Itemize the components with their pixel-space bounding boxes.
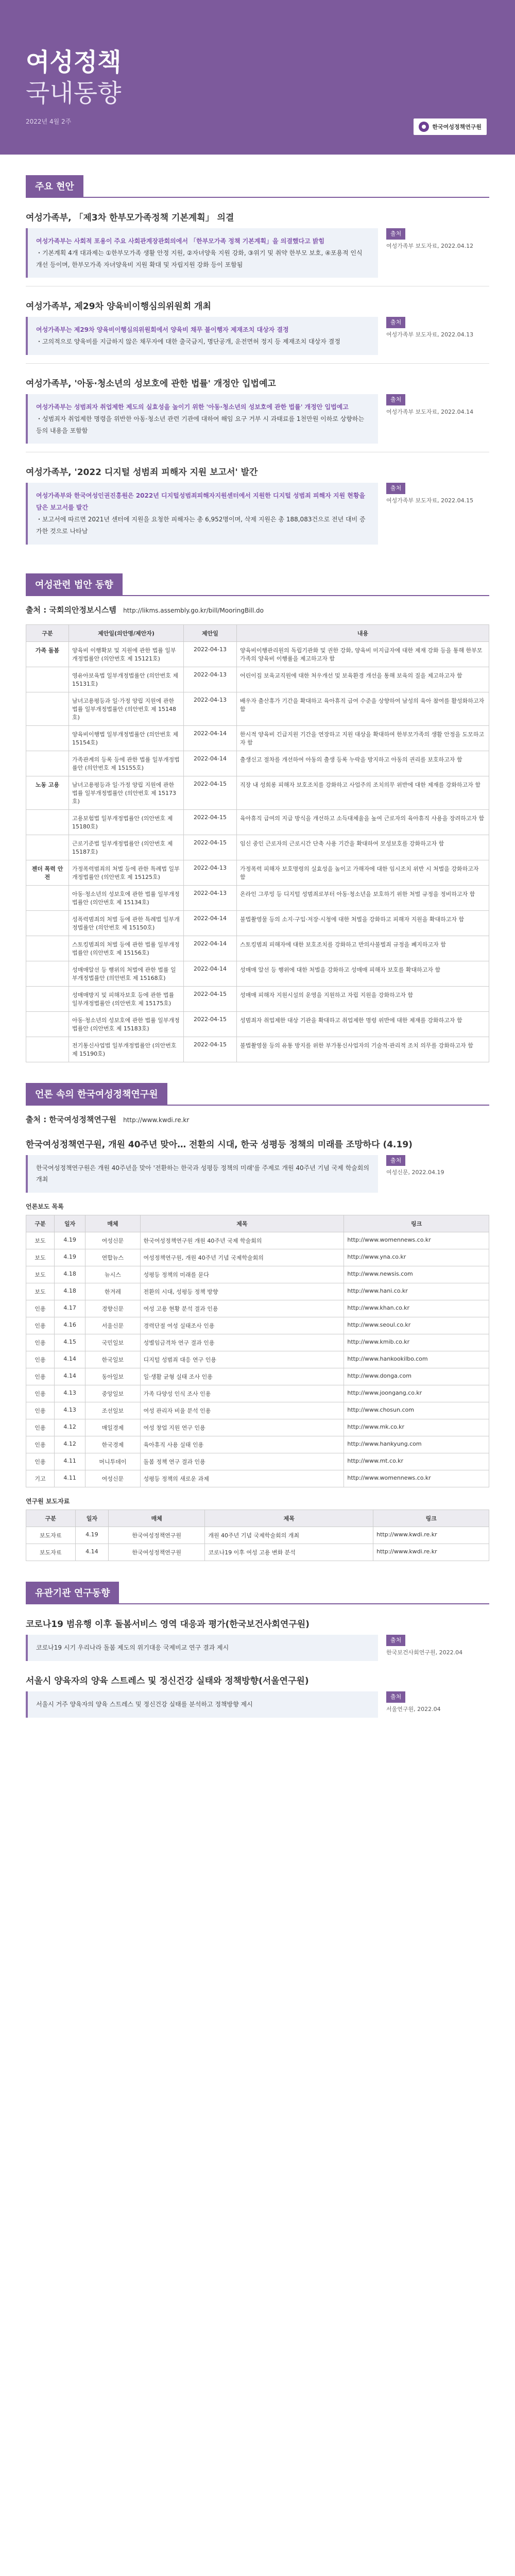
table-cell: 여성 고용 현황 분석 결과 인용 — [140, 1300, 344, 1317]
press-table-body — [26, 1232, 489, 1487]
bill-name: 근로기준법 일부개정법률안 (의안번호 제 15187호) — [69, 835, 184, 860]
bill-category — [26, 986, 69, 1011]
bills-source-prefix: 출처 : 국회의안정보시스템 — [26, 605, 116, 615]
table-header-cell: 제목 — [205, 1510, 373, 1527]
source-text: 한국보건사회연구원, 2022.04 — [386, 1649, 463, 1656]
bill-category — [26, 910, 69, 936]
research-title: 코로나19 범유행 이후 돌봄서비스 영역 대응과 평가(한국보건사회연구원) — [26, 1619, 310, 1630]
table-cell: 보도 — [26, 1283, 55, 1300]
bill-category — [26, 809, 69, 835]
issue-bullets: ・보고서에 따르면 2021년 센터에 지원을 요청한 피해자는 총 6,952명이며, 삭제 지원은 총 188,083건으로 전년 대비 증가한 것으로 나타남 — [36, 515, 366, 535]
research-source — [386, 1691, 489, 1718]
table-cell: 여성 관리자 비율 분석 인용 — [140, 1402, 344, 1419]
table-cell: 보도 — [26, 1266, 55, 1283]
table-cell: 4.19 — [55, 1232, 85, 1249]
bill-content: 성범죄자 취업제한 대상 기관을 확대하고 취업제한 명령 위반에 대한 제재를 강화하고자 함 — [237, 1011, 489, 1037]
bill-content: 육아휴직 급여의 지급 방식을 개선하고 소득대체율을 높여 근로자의 육아휴직 사용을 장려하고자 함 — [237, 809, 489, 835]
table-row — [26, 936, 489, 961]
logo-icon — [419, 122, 429, 132]
issue-bullets: ・성범죄자 취업제한 명령을 위반한 아동·청소년 관련 기관에 대하여 해임 요구 거부 시 과태료를 1천만원 이하로 상향하는 등의 내용을 포함함 — [36, 415, 365, 434]
table-cell: 한국경제 — [85, 1436, 140, 1453]
bills-source-url[interactable]: http://likms.assembly.go.kr/bill/MooringBill.do — [123, 606, 264, 614]
issue-summary — [26, 394, 378, 444]
table-header-cell: 일자 — [55, 1215, 85, 1232]
bill-date: 2022-04-14 — [184, 725, 237, 751]
bill-date: 2022-04-13 — [184, 692, 237, 725]
table-cell: 인용 — [26, 1453, 55, 1470]
issue-summary — [26, 228, 378, 278]
table-cell: 한겨레 — [85, 1283, 140, 1300]
table-cell: 4.14 — [75, 1544, 109, 1561]
table-cell: 연합뉴스 — [85, 1249, 140, 1266]
bill-name: 가정폭력범죄의 처벌 등에 관한 특례법 일부개정법률안 (의안번호 제 15125호) — [69, 860, 184, 885]
bill-content: 불법촬영물 등의 소지·구입·저장·시청에 대한 처벌을 강화하고 피해자 지원을 확대하고자 함 — [237, 910, 489, 936]
issue-headline: 여성가족부는 제29차 양육비이행심의위원회에서 양육비 채무 불이행자 제재조치 대상자 결정 — [36, 326, 289, 334]
press-table2-wrap — [26, 1510, 489, 1561]
section-bills — [0, 553, 515, 595]
bill-name: 양육비 이행확보 및 지원에 관한 법률 일부개정법률안 (의안번호 제 15121호) — [69, 641, 184, 667]
press-table2 — [26, 1510, 489, 1561]
issue-title: 여성가족부, 제29차 양육비이행심의위원회 개최 — [26, 301, 211, 312]
table-cell: 인용 — [26, 1368, 55, 1385]
table-cell: 4.11 — [55, 1470, 85, 1487]
table-row — [26, 1419, 489, 1436]
table-cell: 한국여성정책연구원 개원 40주년 국제 학술회의 — [140, 1232, 344, 1249]
table-cell: 4.17 — [55, 1300, 85, 1317]
issue-date: 2022년 4월 2주 — [26, 118, 72, 125]
bill-content: 가정폭력 피해자 보호명령의 실효성을 높이고 가해자에 대한 임시조치 위반 시 처벌을 강화하고자 함 — [237, 860, 489, 885]
bill-content: 성매매 피해자 지원시설의 운영을 지원하고 자립 지원을 강화하고자 함 — [237, 986, 489, 1011]
bill-name: 영유아보육법 일부개정법률안 (의안번호 제 15131호) — [69, 667, 184, 692]
table-cell: 경력단절 여성 실태조사 인용 — [140, 1317, 344, 1334]
bill-name: 양육비이행법 일부개정법률안 (의안번호 제 15154호) — [69, 725, 184, 751]
table-cell[interactable]: http://www.joongang.co.kr — [344, 1385, 489, 1402]
table-cell: 인용 — [26, 1300, 55, 1317]
table-cell: 4.15 — [55, 1334, 85, 1351]
table-row — [26, 835, 489, 860]
table-cell: 성평등 정책의 새로운 과제 — [140, 1470, 344, 1487]
table-row — [26, 1544, 489, 1561]
bill-content: 배우자 출산휴가 기간을 확대하고 육아휴직 급여 수준을 상향하여 남성의 육아 참여를 활성화하고자 함 — [237, 692, 489, 725]
source-text: 여성가족부 보도자료, 2022.04.12 — [386, 242, 474, 249]
issue-source — [386, 228, 489, 278]
bill-content: 온라인 그루밍 등 디지털 성범죄로부터 아동·청소년을 보호하기 위한 처벌 규정을 정비하고자 함 — [237, 885, 489, 910]
bill-content: 출생신고 절차를 개선하여 아동의 출생 등록 누락을 방지하고 아동의 권리를 보호하고자 함 — [237, 751, 489, 776]
issue-summary — [26, 317, 378, 355]
table-cell: 4.12 — [55, 1419, 85, 1436]
table-cell[interactable]: http://www.kwdi.re.kr — [373, 1527, 489, 1544]
table-cell: 4.11 — [55, 1453, 85, 1470]
table-row — [26, 1351, 489, 1368]
bill-content: 어린이집 보육교직원에 대한 처우개선 및 보육환경 개선을 통해 보육의 질을 제고하고자 함 — [237, 667, 489, 692]
table-cell: 4.19 — [75, 1527, 109, 1544]
table-header-cell: 링크 — [373, 1510, 489, 1527]
bill-category — [26, 667, 69, 692]
table-cell[interactable]: http://www.mk.co.kr — [344, 1419, 489, 1436]
item-divider — [26, 363, 489, 364]
table-row — [26, 860, 489, 885]
table-cell: 4.19 — [55, 1249, 85, 1266]
bill-date: 2022-04-15 — [184, 1011, 237, 1037]
table-cell: 보도 — [26, 1232, 55, 1249]
source-label: 출처 — [386, 483, 405, 494]
table-cell: 경향신문 — [85, 1300, 140, 1317]
bill-category — [26, 1011, 69, 1037]
logo-text: 한국여성정책연구원 — [432, 124, 482, 130]
bill-date: 2022-04-14 — [184, 961, 237, 986]
research-source — [386, 1635, 489, 1661]
section-divider — [26, 595, 489, 596]
bill-content: 한시적 양육비 긴급지원 기간을 연장하고 지원 대상을 확대하여 한부모가족의 생활 안정을 도모하고자 함 — [237, 725, 489, 751]
source-text: 여성신문, 2022.04.19 — [386, 1169, 444, 1176]
section-press — [0, 1062, 515, 1105]
press-content — [0, 1114, 515, 1562]
issue-summary — [26, 483, 378, 544]
bill-date: 2022-04-14 — [184, 910, 237, 936]
bill-name: 아동·청소년의 성보호에 관한 법률 일부개정법률안 (의안번호 제 15134호) — [69, 885, 184, 910]
research-body: 서울시 거주 양육자의 양육 스트레스 및 정신건강 실태를 분석하고 정책방향 제시 — [26, 1691, 378, 1718]
research-title: 서울시 양육자의 양육 스트레스 및 정신건강 실태와 정책방향(서울연구원) — [26, 1675, 309, 1686]
table-cell[interactable]: http://www.seoul.co.kr — [344, 1317, 489, 1334]
bill-category — [26, 751, 69, 776]
header-title: 여성정책 — [26, 48, 122, 77]
issue-headline: 여성가족부는 사회적 포용이 주요 사회관계장관회의에서 「한부모가족 정책 기본계획」을 의결했다고 밝힘 — [36, 238, 325, 245]
bill-name: 전기통신사업법 일부개정법률안 (의안번호 제 15190호) — [69, 1037, 184, 1062]
bills-source — [0, 604, 515, 1062]
bill-category — [26, 1037, 69, 1062]
table-cell: 개원 40주년 기념 국제학술회의 개최 — [205, 1527, 373, 1544]
table-row — [26, 1232, 489, 1249]
bill-category: 노동 고용 — [26, 776, 69, 809]
press-table-wrap — [26, 1215, 489, 1487]
table-cell: 한국여성정책연구원 — [109, 1527, 205, 1544]
bill-name: 스토킹범죄의 처벌 등에 관한 법률 일부개정법률안 (의안번호 제 15156호) — [69, 936, 184, 961]
bill-content: 불법촬영물 등의 유통 방지를 위한 부가통신사업자의 기술적·관리적 조치 의무를 강화하고자 함 — [237, 1037, 489, 1062]
table-row — [26, 1368, 489, 1385]
press-headline: 한국여성정책연구원, 개원 40주년 맞아… 전환의 시대, 한국 성평등 정책의 미래를 조망하다 (4.19) — [26, 1139, 413, 1150]
table-cell: 보도자료 — [26, 1527, 76, 1544]
bills-source-line — [26, 604, 489, 615]
table-cell: 디지털 성범죄 대응 연구 인용 — [140, 1351, 344, 1368]
table-cell: 국민일보 — [85, 1334, 140, 1351]
bill-date: 2022-04-15 — [184, 776, 237, 809]
press-box — [26, 1155, 489, 1193]
issue-source — [386, 317, 489, 355]
table-row — [26, 667, 489, 692]
bill-content: 스토킹범죄 피해자에 대한 보호조치를 강화하고 반의사불벌죄 규정을 폐지하고자 함 — [237, 936, 489, 961]
table-cell[interactable]: http://www.chosun.com — [344, 1402, 489, 1419]
issue-headline: 여성가족부와 한국여성인권진흥원은 2022년 디지털성범죄피해자지원센터에서 지원한 디지털 성범죄 피해자 지원 현황을 담은 보고서를 발간 — [36, 492, 366, 512]
table-cell: 서울신문 — [85, 1317, 140, 1334]
header-subtitle: 국내동향 — [26, 79, 122, 108]
press-source-prefix: 출처 : 한국여성정책연구원 — [26, 1114, 116, 1124]
table-cell: 여성정책연구원, 개원 40주년 기념 국제학술회의 — [140, 1249, 344, 1266]
press-table2-body — [26, 1527, 489, 1561]
source-label: 출처 — [386, 228, 405, 240]
table-header-cell: 구분 — [26, 1510, 76, 1527]
press-table — [26, 1215, 489, 1487]
table-cell[interactable]: http://www.donga.com — [344, 1368, 489, 1385]
main-issues-list — [0, 210, 515, 545]
table-cell: 뉴시스 — [85, 1266, 140, 1283]
table-cell: 한국여성정책연구원 — [109, 1544, 205, 1561]
research-body: 코로나19 시기 우리나라 돌봄 제도의 위기대응 국제비교 연구 결과 제시 — [26, 1635, 378, 1661]
bill-date: 2022-04-14 — [184, 936, 237, 961]
source-text: 서울연구원, 2022.04 — [386, 1705, 441, 1713]
table-cell: 4.18 — [55, 1266, 85, 1283]
table-cell: 인용 — [26, 1334, 55, 1351]
source-text: 여성가족부 보도자료, 2022.04.15 — [386, 497, 474, 504]
bill-name: 성매매알선 등 행위의 처벌에 관한 법률 일부개정법률안 (의안번호 제 15168호) — [69, 961, 184, 986]
table-cell: 기고 — [26, 1470, 55, 1487]
bill-date: 2022-04-15 — [184, 986, 237, 1011]
table-header-cell: 내용 — [237, 624, 489, 641]
table-header-cell: 링크 — [344, 1215, 489, 1232]
press-summary: 한국여성정책연구원은 개원 40주년을 맞아 '전환하는 한국과 성평등 정책의 미래'를 주제로 개원 40주년 기념 국제 학술회의 개최 — [26, 1155, 378, 1193]
table-row — [26, 986, 489, 1011]
issue-box — [26, 483, 489, 544]
table-cell: 인용 — [26, 1436, 55, 1453]
table-cell: 인용 — [26, 1419, 55, 1436]
bill-category — [26, 885, 69, 910]
issue-title: 여성가족부, '아동·청소년의 성보호에 관한 법률' 개정안 입법예고 — [26, 378, 276, 389]
bills-table-header — [26, 624, 489, 641]
table-row — [26, 1402, 489, 1419]
table-row — [26, 1436, 489, 1453]
source-label: 출처 — [386, 394, 405, 405]
table-cell: 육아휴직 사용 실태 인용 — [140, 1436, 344, 1453]
section-title: 여성관련 법안 동향 — [26, 573, 123, 595]
table-cell: 코로나19 이후 여성 고용 변화 분석 — [205, 1544, 373, 1561]
table-cell: 인용 — [26, 1402, 55, 1419]
table-row — [26, 1317, 489, 1334]
issue-bullets: ・기본계획 4개 대과제는 ①한부모가족 생활 안정 지원, ②자녀양육 지원 강화, ③위기 및 취약 한부모 보호, ④포용적 인식 개선 등이며, 한부모가족 자녀양육비 지원 확대 및 자립지원 강화 등이 포함됨 — [36, 249, 363, 268]
bill-date: 2022-04-15 — [184, 1037, 237, 1062]
table-cell[interactable]: http://www.kmib.co.kr — [344, 1334, 489, 1351]
source-text: 여성가족부 보도자료, 2022.04.14 — [386, 408, 474, 415]
research-box — [26, 1635, 489, 1661]
bills-table — [26, 624, 489, 1062]
table-header-cell: 매체 — [85, 1215, 140, 1232]
bill-name: 아동·청소년의 성보호에 관한 법률 일부개정법률안 (의안번호 제 15183호) — [69, 1011, 184, 1037]
table-cell: 4.13 — [55, 1385, 85, 1402]
table-cell: 4.13 — [55, 1402, 85, 1419]
press-table2-header — [26, 1510, 489, 1527]
section-title: 언론 속의 한국여성정책연구원 — [26, 1083, 167, 1105]
table-cell[interactable]: http://www.yna.co.kr — [344, 1249, 489, 1266]
source-label: 출처 — [386, 1155, 405, 1166]
press-source-url[interactable]: http://www.kwdi.re.kr — [123, 1116, 190, 1124]
bill-category — [26, 961, 69, 986]
table-cell[interactable]: http://www.newsis.com — [344, 1266, 489, 1283]
table-header-cell: 제안일 — [184, 624, 237, 641]
bill-category: 젠더 폭력 안전 — [26, 860, 69, 885]
table-cell: 4.12 — [55, 1436, 85, 1453]
table-cell: 조선일보 — [85, 1402, 140, 1419]
table-cell: 머니투데이 — [85, 1453, 140, 1470]
issue-bullets: ・고의적으로 양육비를 지급하지 않은 채무자에 대한 출국금지, 명단공개, 운전면허 정지 등 제재조치 대상자 결정 — [36, 338, 340, 346]
table-header-cell: 제안일(의안명/제안자) — [69, 624, 184, 641]
table-cell: 보도자료 — [26, 1544, 76, 1561]
table-cell: 인용 — [26, 1317, 55, 1334]
table-row — [26, 961, 489, 986]
table-row — [26, 751, 489, 776]
bill-content: 성매매 알선 등 행위에 대한 처벌을 강화하고 성매매 피해자 보호를 확대하고자 함 — [237, 961, 489, 986]
bill-date: 2022-04-13 — [184, 641, 237, 667]
table-cell: 인용 — [26, 1385, 55, 1402]
issue-title: 여성가족부, '2022 디지털 성범죄 피해자 지원 보고서' 발간 — [26, 467, 258, 478]
source-label: 출처 — [386, 317, 405, 328]
table-row — [26, 725, 489, 751]
table-header-cell: 매체 — [109, 1510, 205, 1527]
bill-date: 2022-04-14 — [184, 751, 237, 776]
section-title: 주요 현안 — [26, 175, 83, 197]
bill-date: 2022-04-15 — [184, 809, 237, 835]
section-related — [0, 1561, 515, 1603]
table-cell[interactable]: http://www.hankyung.com — [344, 1436, 489, 1453]
table-cell[interactable]: http://www.mt.co.kr — [344, 1453, 489, 1470]
table-row — [26, 1266, 489, 1283]
press-source-line — [26, 1114, 489, 1125]
issue-source — [386, 394, 489, 444]
table-cell: 전환의 시대, 성평등 정책 방향 — [140, 1283, 344, 1300]
table-header-cell: 제목 — [140, 1215, 344, 1232]
institute-logo — [414, 118, 487, 135]
table-cell: 돌봄 정책 연구 결과 인용 — [140, 1453, 344, 1470]
table-cell: 동아일보 — [85, 1368, 140, 1385]
section-title: 유관기관 연구동향 — [26, 1582, 119, 1603]
table-cell: 인용 — [26, 1351, 55, 1368]
table-row — [26, 885, 489, 910]
section-divider — [26, 1603, 489, 1604]
section-divider — [26, 1105, 489, 1106]
bill-content: 임신 중인 근로자의 근로시간 단축 사용 기간을 확대하여 모성보호를 강화하고자 함 — [237, 835, 489, 860]
related-list — [0, 1617, 515, 1718]
bill-category: 가족 돌봄 — [26, 641, 69, 667]
table-cell: 보도 — [26, 1249, 55, 1266]
table-header-cell: 구분 — [26, 1215, 55, 1232]
bill-date: 2022-04-15 — [184, 835, 237, 860]
table-header-cell: 구분 — [26, 624, 69, 641]
table-cell[interactable]: http://www.womennews.co.kr — [344, 1470, 489, 1487]
table-cell: 매일경제 — [85, 1419, 140, 1436]
table-cell: 중앙일보 — [85, 1385, 140, 1402]
section-main-issues — [0, 155, 515, 197]
table-row — [26, 1470, 489, 1487]
table-row — [26, 692, 489, 725]
table-cell: 일·생활 균형 실태 조사 인용 — [140, 1368, 344, 1385]
bill-content: 양육비이행관리원의 독립기관화 및 권한 강화, 양육비 미지급자에 대한 제재 강화 등을 통해 한부모가족의 양육비 이행률을 제고하고자 함 — [237, 641, 489, 667]
table-cell: 여성신문 — [85, 1232, 140, 1249]
issue-box — [26, 228, 489, 278]
bill-date: 2022-04-13 — [184, 860, 237, 885]
bill-category — [26, 692, 69, 725]
table-header-cell: 일자 — [75, 1510, 109, 1527]
header-banner — [0, 0, 515, 155]
table-row — [26, 1249, 489, 1266]
table-cell: 4.18 — [55, 1283, 85, 1300]
bill-category — [26, 835, 69, 860]
bill-name: 성폭력범죄의 처벌 등에 관한 특례법 일부개정법률안 (의안번호 제 15150호) — [69, 910, 184, 936]
bill-name: 가족관계의 등록 등에 관한 법률 일부개정법률안 (의안번호 제 15155호) — [69, 751, 184, 776]
table-cell[interactable]: http://www.hani.co.kr — [344, 1283, 489, 1300]
table-row — [26, 910, 489, 936]
table-cell: 4.16 — [55, 1317, 85, 1334]
bill-name: 남녀고용평등과 일·가정 양립 지원에 관한 법률 일부개정법률안 (의안번호 제 15173호) — [69, 776, 184, 809]
bill-name: 남녀고용평등과 일·가정 양립 지원에 관한 법률 일부개정법률안 (의안번호 제 15148호) — [69, 692, 184, 725]
bill-date: 2022-04-13 — [184, 885, 237, 910]
table-row — [26, 1385, 489, 1402]
bills-table-body — [26, 641, 489, 1062]
table-cell[interactable]: http://www.hankookilbo.com — [344, 1351, 489, 1368]
issue-box — [26, 394, 489, 444]
source-label: 출처 — [386, 1691, 405, 1703]
table-row — [26, 641, 489, 667]
bill-category — [26, 725, 69, 751]
issue-box — [26, 317, 489, 355]
table-row — [26, 1300, 489, 1317]
table-row — [26, 1453, 489, 1470]
source-label: 출처 — [386, 1635, 405, 1646]
bill-content: 직장 내 성희롱 피해자 보호조치를 강화하고 사업주의 조치의무 위반에 대한 제재를 강화하고자 함 — [237, 776, 489, 809]
table-cell: 가족 다양성 인식 조사 인용 — [140, 1385, 344, 1402]
table-cell: 한국일보 — [85, 1351, 140, 1368]
table-cell: 4.14 — [55, 1368, 85, 1385]
table-row — [26, 809, 489, 835]
section-divider — [26, 197, 489, 198]
table-cell: 성별임금격차 연구 결과 인용 — [140, 1334, 344, 1351]
research-box — [26, 1691, 489, 1718]
bill-name: 성매매방지 및 피해자보호 등에 관한 법률 일부개정법률안 (의안번호 제 15175호) — [69, 986, 184, 1011]
press-table-title: 언론보도 목록 — [26, 1203, 64, 1211]
table-row — [26, 776, 489, 809]
table-row — [26, 1283, 489, 1300]
table-row — [26, 1037, 489, 1062]
table-row — [26, 1334, 489, 1351]
bill-name: 고용보험법 일부개정법률안 (의안번호 제 15180호) — [69, 809, 184, 835]
table-cell[interactable]: http://www.kwdi.re.kr — [373, 1544, 489, 1561]
table-cell[interactable]: http://www.womennews.co.kr — [344, 1232, 489, 1249]
source-text: 여성가족부 보도자료, 2022.04.13 — [386, 331, 474, 338]
bill-category — [26, 936, 69, 961]
table-row — [26, 1011, 489, 1037]
issue-title: 여성가족부, 「제3차 한부모가족정책 기본계획」 의결 — [26, 213, 234, 223]
press-table-header — [26, 1215, 489, 1232]
press-table2-title: 연구원 보도자료 — [26, 1498, 70, 1505]
bill-date: 2022-04-13 — [184, 667, 237, 692]
table-cell[interactable]: http://www.khan.co.kr — [344, 1300, 489, 1317]
issue-source — [386, 483, 489, 544]
table-row — [26, 1527, 489, 1544]
bills-table-wrap — [26, 624, 489, 1062]
issue-headline: 여성가족부는 성범죄자 취업제한 제도의 실효성을 높이기 위한 '아동·청소년의 성보호에 관한 법률' 개정안 입법예고 — [36, 403, 349, 411]
press-source — [386, 1155, 489, 1193]
table-cell: 4.14 — [55, 1351, 85, 1368]
table-cell: 성평등 정책의 미래를 묻다 — [140, 1266, 344, 1283]
table-cell: 여성 창업 지원 연구 인용 — [140, 1419, 344, 1436]
table-cell: 여성신문 — [85, 1470, 140, 1487]
